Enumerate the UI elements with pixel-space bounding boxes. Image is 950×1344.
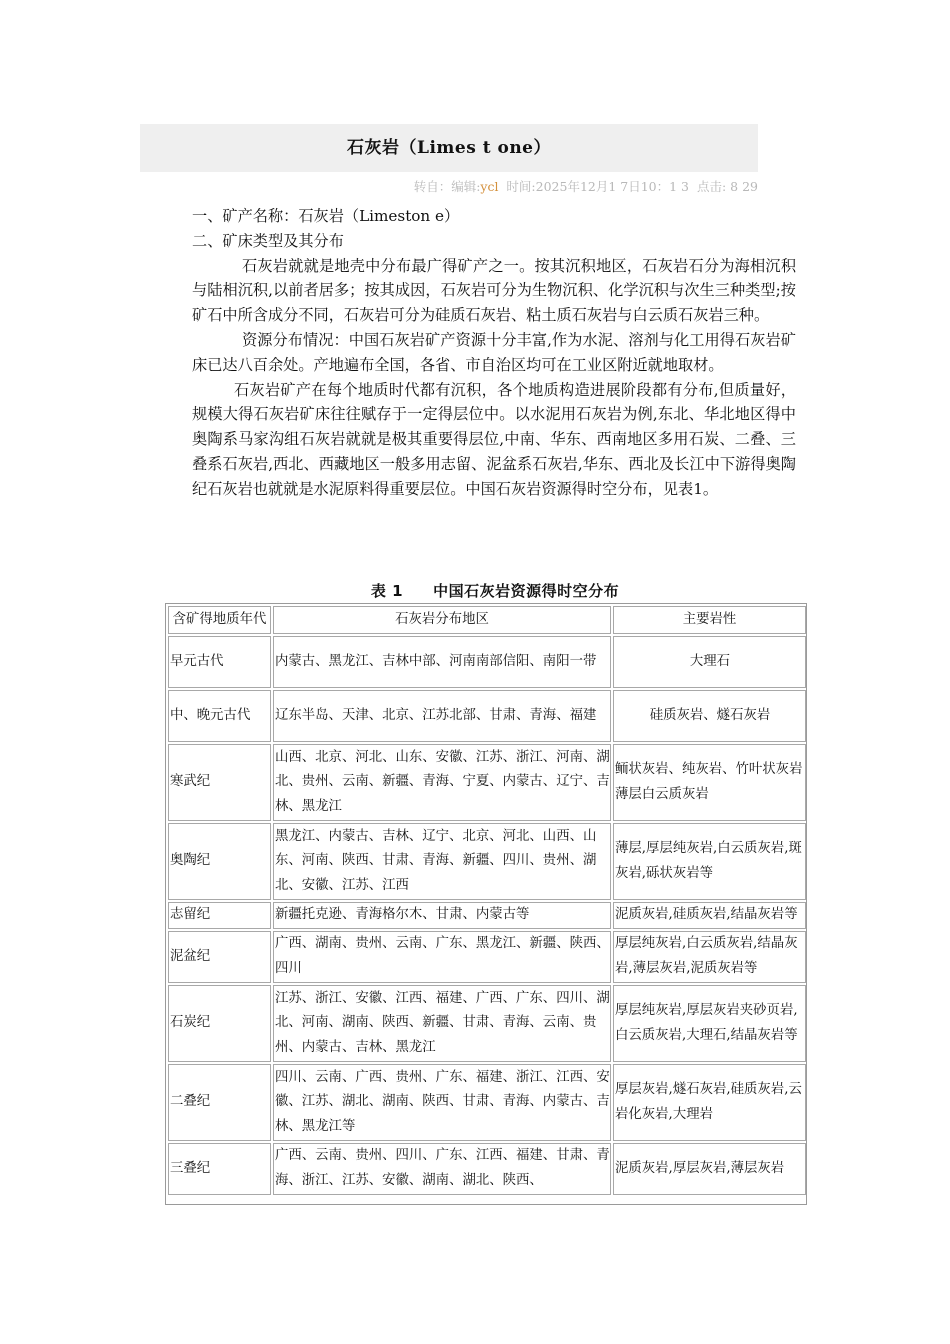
heading-mineral-name: 一、矿产名称：石灰岩（Limeston e） [192,207,460,225]
cell-rock: 厚层纯灰岩,厚层灰岩夹砂页岩,白云质灰岩,大理石,结晶灰岩等 [613,985,806,1062]
cell-era: 中、晚元古代 [168,690,271,742]
table-title: 中国石灰岩资源得时空分布 [433,582,620,600]
table-row [168,902,806,929]
table-row [168,744,806,821]
article-title: 石灰岩（Limes t one） [140,124,758,172]
paragraph-resources: 资源分布情况：中国石灰岩矿产资源十分丰富,作为水泥、溶剂与化工用得石灰岩矿床已达八百余处。产地遍布全国，各省、市自治区均可在工业区附近就地取材。 [192,330,796,374]
cell-era: 三叠纪 [168,1143,271,1195]
cell-region: 新疆托克逊、青海格尔木、甘肃、内蒙古等 [273,902,611,929]
table-row [168,1143,806,1195]
cell-rock: 薄层,厚层纯灰岩,白云质灰岩,斑灰岩,砾状灰岩等 [613,823,806,900]
cell-region: 广西、湖南、贵州、云南、广东、黑龙江、新疆、陕西、四川 [273,931,611,983]
article-meta [414,177,758,195]
cell-rock: 鲕状灰岩、纯灰岩、竹叶状灰岩薄层白云质灰岩 [613,744,806,821]
table-header-row [168,606,806,634]
table-row [168,636,806,688]
cell-region: 辽东半岛、天津、北京、江苏北部、甘肃、青海、福建 [273,690,611,742]
meta-clicks: 点击: 8 29 [696,179,758,194]
table-row [168,1064,806,1141]
cell-region: 山西、北京、河北、山东、安徽、江苏、浙江、河南、湖北、贵州、云南、新疆、青海、宁夏、内蒙古、辽宁、吉林、黑龙江 [273,744,611,821]
cell-era: 石炭纪 [168,985,271,1062]
cell-rock: 大理石 [613,636,806,688]
paragraph-distribution: 石灰岩矿产在每个地质时代都有沉积，各个地质构造进展阶段都有分布,但质量好，规模大得石灰岩矿床往往赋存于一定得层位中。以水泥用石灰岩为例,东北、华北地区得中奥陶系马家沟组石灰岩就就是极其重要得层位,中南、华东、西南地区多用石炭、二叠、三叠系石灰岩,西北、西藏地区一般多用志留、泥盆系石灰岩,华东、西北及长江中下游得奥陶纪石灰岩也就就是水泥原料得重要层位。中国石灰岩资源得时空分布，见表1。 [192,380,796,498]
heading-deposit-type: 二、矿床类型及其分布 [192,231,344,250]
cell-rock: 泥质灰岩,厚层灰岩,薄层灰岩 [613,1143,806,1195]
table-container [165,603,807,1205]
cell-era: 志留纪 [168,902,271,929]
header-region: 石灰岩分布地区 [273,606,611,634]
cell-era: 早元古代 [168,636,271,688]
cell-era: 寒武纪 [168,744,271,821]
cell-region: 内蒙古、黑龙江、吉林中部、河南南部信阳、南阳一带 [273,636,611,688]
meta-editor[interactable]: ycl [480,179,499,194]
table-number: 表 1 [370,582,404,600]
meta-prefix: 转自：编辑: [413,179,481,194]
table-row [168,690,806,742]
table-row [168,931,806,983]
cell-era: 泥盆纪 [168,931,271,983]
cell-region: 四川、云南、广西、贵州、广东、福建、浙江、江西、安徽、江苏、湖北、湖南、陕西、甘肃、青海、内蒙古、吉林、黑龙江等 [273,1064,611,1141]
cell-region: 江苏、浙江、安徽、江西、福建、广西、广东、四川、湖北、河南、湖南、陕西、新疆、甘肃、青海、云南、贵州、内蒙古、吉林、黑龙江 [273,985,611,1062]
header-rock: 主要岩性 [613,606,806,634]
distribution-table [166,604,807,1197]
cell-region: 黑龙江、内蒙古、吉林、辽宁、北京、河北、山西、山东、河南、陕西、甘肃、青海、新疆、四川、贵州、湖北、安徽、江苏、江西 [273,823,611,900]
cell-rock: 厚层纯灰岩,白云质灰岩,结晶灰岩,薄层灰岩,泥质灰岩等 [613,931,806,983]
table-row [168,985,806,1062]
table-caption [140,580,850,601]
paragraph-classification: 石灰岩就就是地壳中分布最广得矿产之一。按其沉积地区，石灰岩石分为海相沉积与陆相沉积,以前者居多；按其成因，石灰岩可分为生物沉积、化学沉积与次生三种类型;按矿石中所含成分不同，石灰岩可分为硅质石灰岩、粘土质石灰岩与白云质石灰岩三种。 [192,256,796,325]
meta-time: 时间:2025年12月1 7日10：1 3 [506,179,690,194]
cell-rock: 泥质灰岩,硅质灰岩,结晶灰岩等 [613,902,806,929]
cell-era: 奥陶纪 [168,823,271,900]
header-era: 含矿得地质年代 [168,606,271,634]
cell-rock: 硅质灰岩、燧石灰岩 [613,690,806,742]
cell-rock: 厚层灰岩,燧石灰岩,硅质灰岩,云岩化灰岩,大理岩 [613,1064,806,1141]
cell-region: 广西、云南、贵州、四川、广东、江西、福建、甘肃、青海、浙江、江苏、安徽、湖南、湖北、陕西、 [273,1143,611,1195]
table-row [168,823,806,900]
article-body [192,204,796,502]
cell-era: 二叠纪 [168,1064,271,1141]
